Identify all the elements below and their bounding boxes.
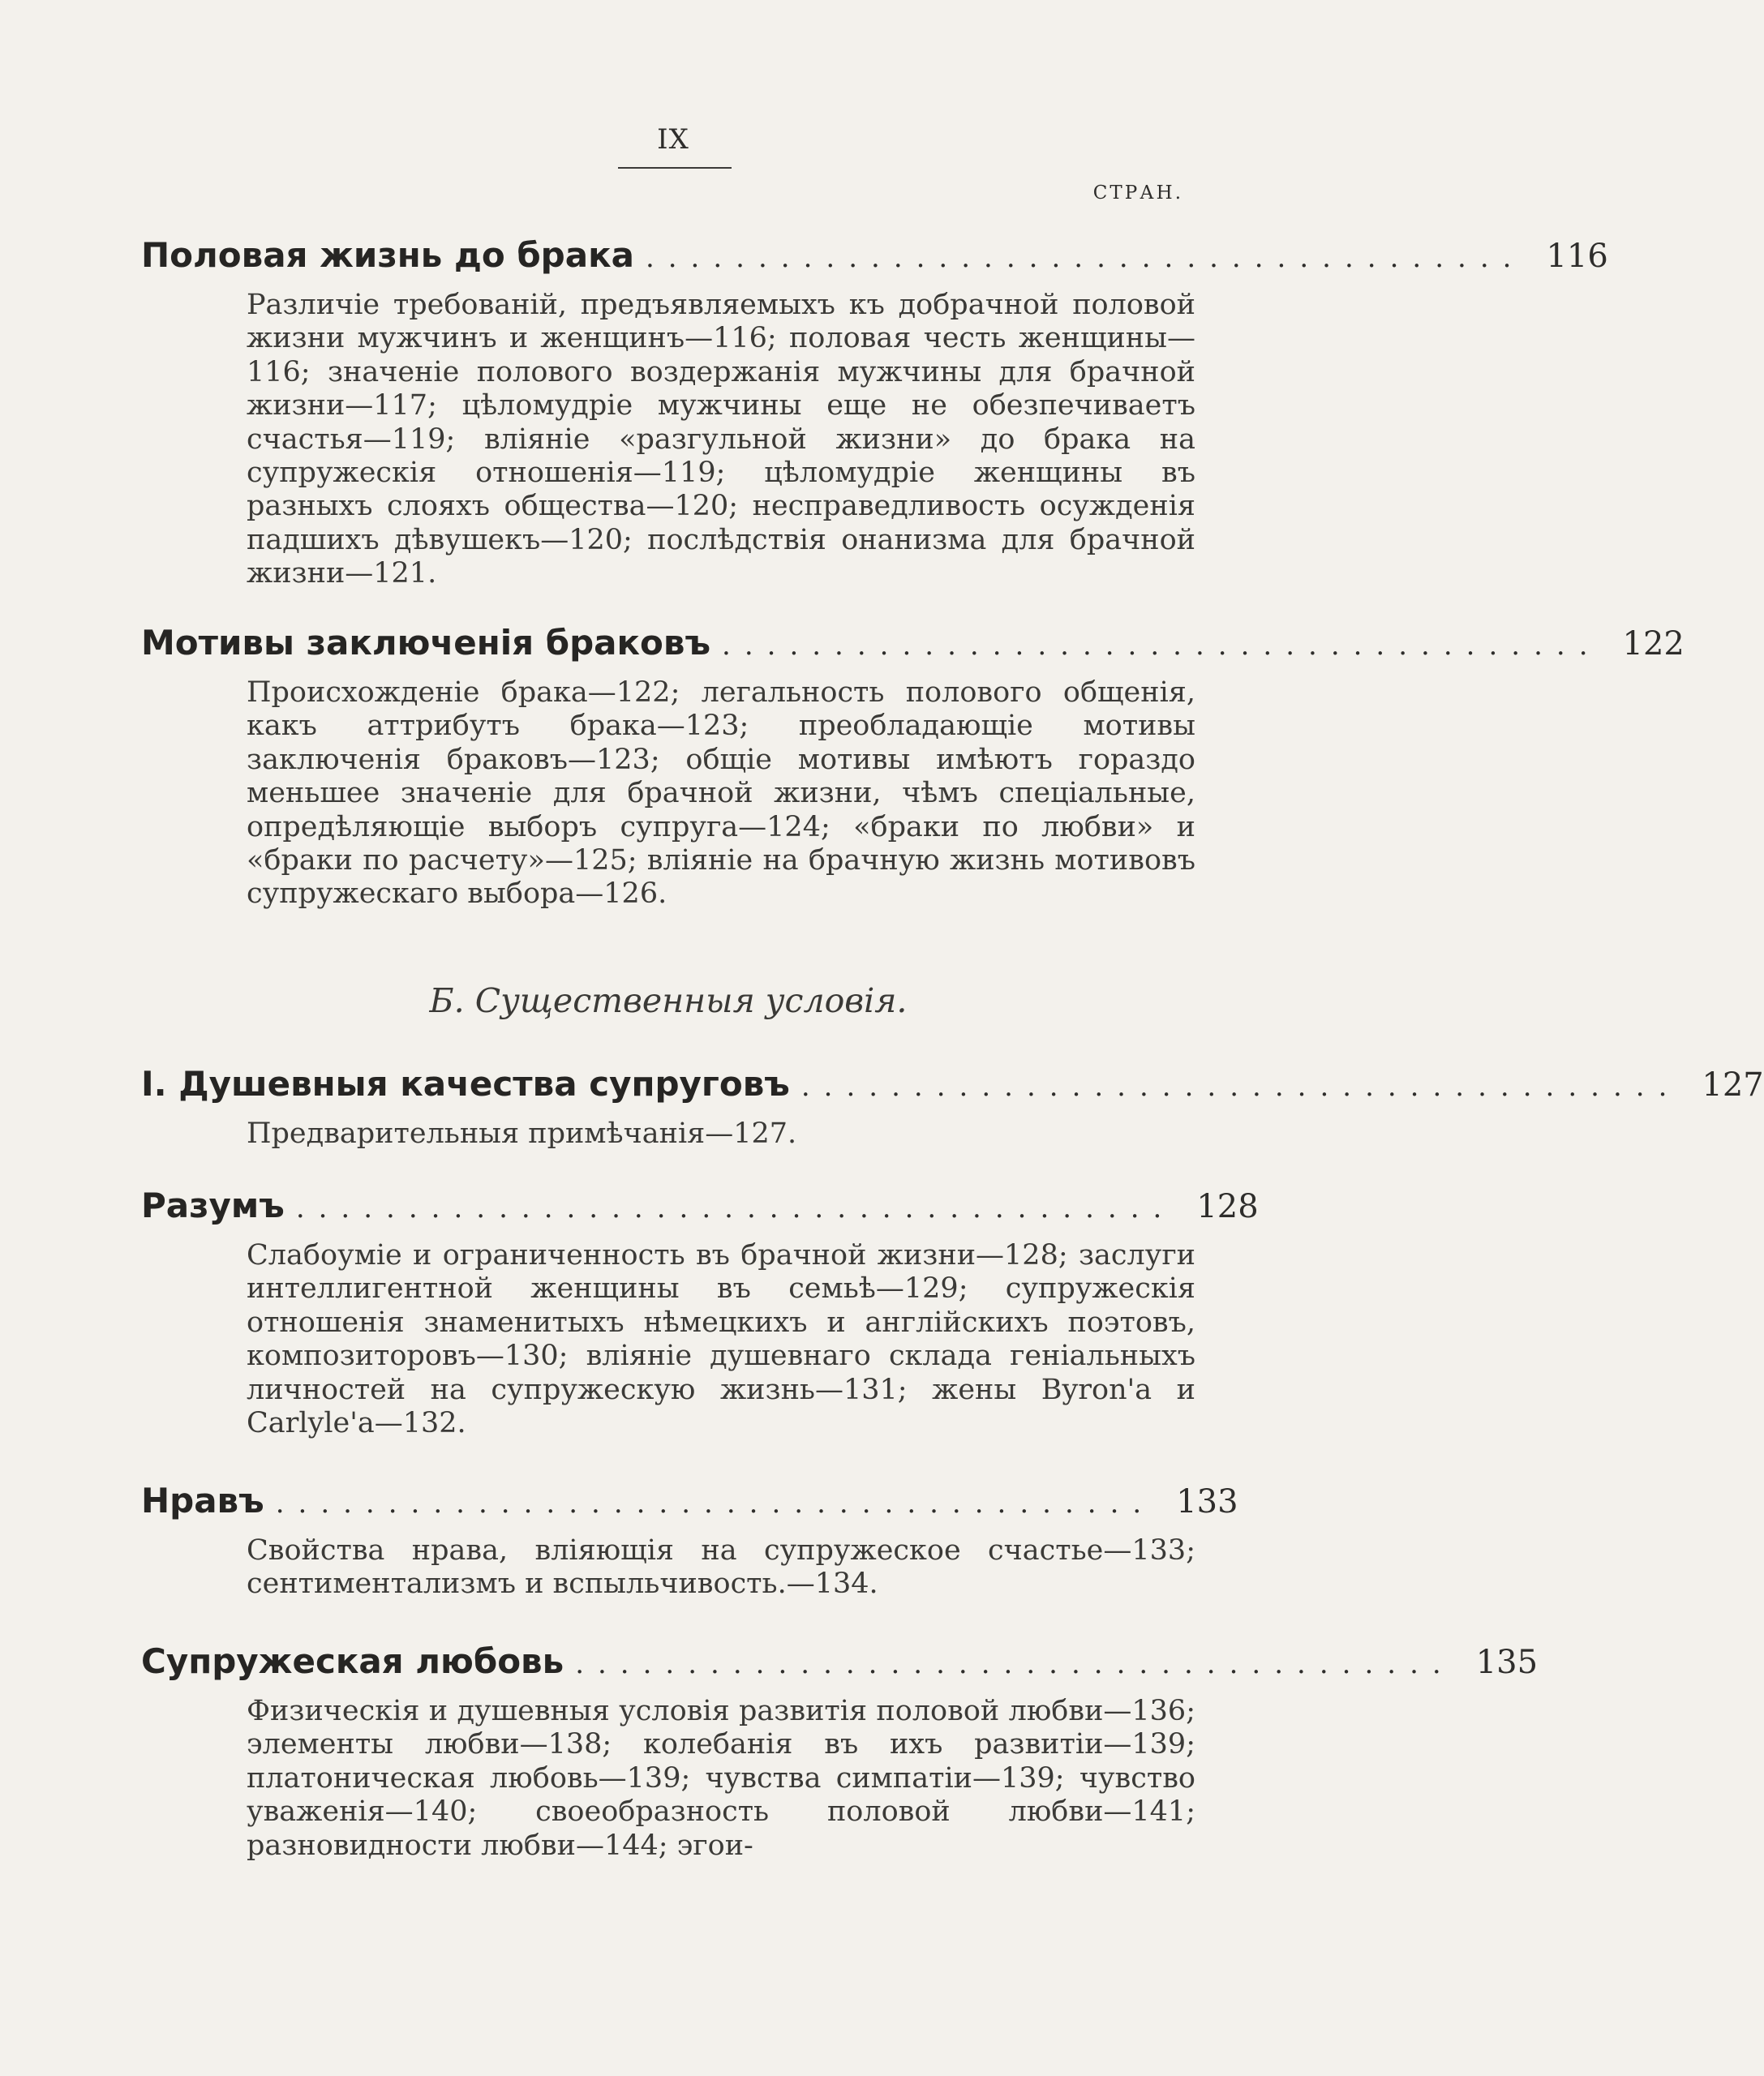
dot-leader: .......................................	[800, 1070, 1681, 1103]
toc-entry-title: Нравъ	[141, 1481, 264, 1521]
dot-leader: .......................................	[295, 1192, 1176, 1225]
toc-entry-description: Физическія и душевныя условія развитія половой любви—136; элементы любви—138; колебанія въ ихъ развитіи—139; платоническая любовь—139; чувства симпатіи—139; чувство уваженія—140; своеобразность половой любви—141; разновидности любви—144; эгои-	[247, 1695, 1195, 1862]
toc-entry	[141, 235, 1608, 591]
toc-entry-description: Слабоуміе и ограниченность въ брачной жизни—128; заслуги интеллигентной женщины въ семьѣ—129; супружескія отношенія знаменитыхъ нѣмецкихъ и англійскихъ поэтовъ, композиторовъ—130; вліяніе душевнаго склада геніальныхъ личностей на супружескую жизнь—131; жены Byron'а и Carlyle'а—132.	[247, 1239, 1195, 1440]
toc-entry-page: 116	[1546, 238, 1608, 275]
toc-entry-heading	[141, 1064, 1764, 1114]
toc-entry	[141, 1186, 1259, 1440]
page-column-label: СТРАН.	[1092, 182, 1183, 204]
toc-entry-description: Свойства нрава, вліяющія на супружеское счастье—133; сентиментализмъ и вспыльчивость.—134.	[247, 1534, 1195, 1601]
toc-entry-heading	[141, 1186, 1259, 1236]
toc-entry	[141, 1641, 1539, 1863]
dot-leader: .......................................	[722, 629, 1602, 662]
toc-entry-page: 127	[1702, 1066, 1764, 1104]
section-heading: Б. Существенныя условія.	[429, 981, 908, 1020]
dot-leader: .......................................	[645, 242, 1526, 274]
toc-entry-heading	[141, 235, 1608, 285]
toc-entry-heading	[141, 623, 1685, 673]
header-rule	[618, 167, 732, 169]
toc-entry	[141, 1064, 1764, 1151]
toc-entry-title: Супружеская любовь	[141, 1641, 564, 1681]
toc-entry-title: Разумъ	[141, 1186, 285, 1225]
toc-entry-description: Предварительныя примѣчанія—127.	[247, 1117, 797, 1150]
toc-entry-page: 128	[1196, 1188, 1259, 1225]
toc-entry-page: 122	[1622, 625, 1685, 663]
toc-entry-title: Половая жизнь до брака	[141, 235, 634, 275]
toc-entry-page: 135	[1475, 1644, 1539, 1681]
toc-entry	[141, 1481, 1238, 1602]
toc-entry	[141, 623, 1685, 911]
toc-entry-heading	[141, 1641, 1539, 1692]
dot-leader: .......................................	[575, 1648, 1455, 1680]
page-number-roman: IX	[657, 123, 689, 156]
toc-entry-title: Мотивы заключенія браковъ	[141, 623, 711, 663]
dot-leader: .......................................	[275, 1487, 1156, 1520]
toc-entry-page: 133	[1176, 1483, 1238, 1521]
toc-entry-description: Различіе требованій, предъявляемыхъ къ добрачной половой жизни мужчинъ и женщинъ—116; половая честь женщины—116; значеніе полового воздержанія мужчины для брачной жизни—117; цѣломудріе мужчины еще не обезпечиваетъ счастья—119; вліяніе «разгульной жизни» до брака на супружескія отношенія—119; цѣломудріе женщины въ разныхъ слояхъ общества—120; несправедливость осужденія падшихъ дѣвушекъ—120; послѣдствія онанизма для брачной жизни—121.	[247, 289, 1195, 590]
toc-entry-title: I. Душевныя качества супруговъ	[141, 1064, 790, 1104]
toc-entry-heading	[141, 1481, 1238, 1531]
toc-entry-description: Происхожденіе брака—122; легальность полового общенія, какъ аттрибутъ брака—123; преобладающіе мотивы заключенія браковъ—123; общіе мотивы имѣютъ гораздо меньшее значеніе для брачной жизни, чѣмъ спеціальные, опредѣляющіе выборъ супруга—124; «браки по любви» и «браки по расчету»—125; вліяніе на брачную жизнь мотивовъ супружескаго выбора—126.	[247, 676, 1195, 911]
